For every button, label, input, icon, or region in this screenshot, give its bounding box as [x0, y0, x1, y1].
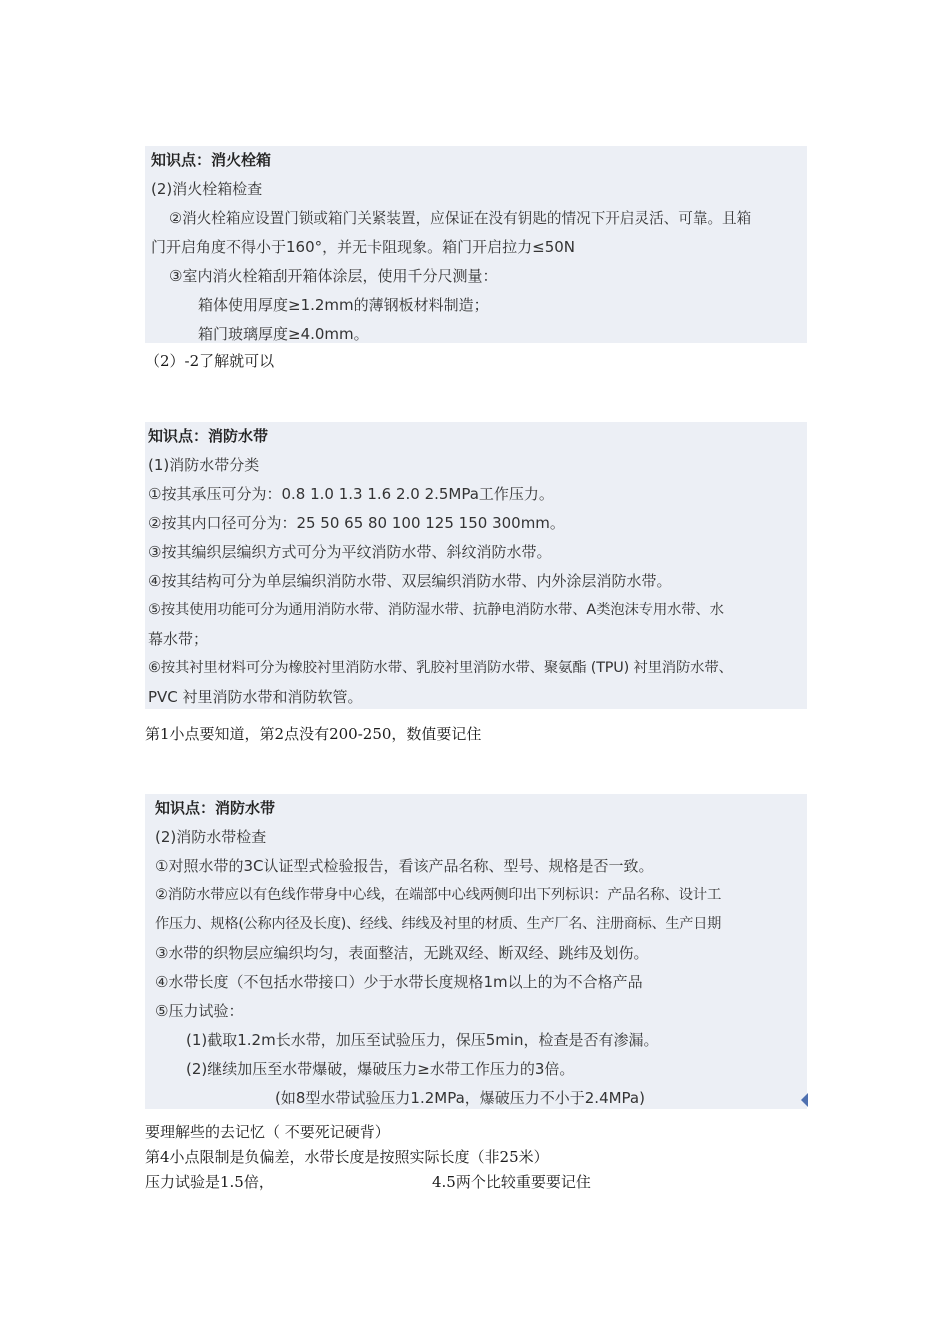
card-title: 知识点：消防水带 [148, 427, 269, 445]
card-title: 知识点：消火栓箱 [151, 151, 272, 169]
card-line: ⑤按其使用功能可分为通用消防水带、消防湿水带、抗静电消防水带、A类泡沫专用水带、水 [148, 602, 724, 618]
card-line: ③室内消火栓箱刮开箱体涂层，使用千分尺测量： [169, 267, 498, 285]
card-line: 箱门玻璃厚度≥4.0mm。 [198, 325, 369, 343]
card-line: (如8型水带试验压力1.2MPa，爆破压力不小于2.4MPa) [275, 1089, 645, 1107]
card-line: ①对照水带的3C认证型式检验报告，看该产品名称、型号、规格是否一致。 [155, 857, 654, 875]
card-line: ⑤压力试验： [155, 1002, 244, 1020]
card-line: 作压力、规格(公称内径及长度)、经线、纬线及衬里的材质、生产厂名、注册商标、生产日期 [155, 916, 721, 932]
card-line: ⑥按其衬里材料可分为橡胶衬里消防水带、乳胶衬里消防水带、聚氨酯 (TPU) 衬里消防水带、 [148, 660, 733, 676]
note-text: 要理解些的去记忆（ 不要死记硬背） [145, 1123, 390, 1141]
card-line: (2)消防水带检查 [155, 828, 267, 846]
knowledge-card-hose-classification [145, 422, 807, 709]
card-line: (2)消火栓箱检查 [151, 180, 263, 198]
knowledge-card-hydrant-box [145, 146, 807, 343]
note-text: 压力试验是1.5倍， [145, 1173, 274, 1191]
card-line: ②按其内口径可分为：25 50 65 80 100 125 150 300mm。 [148, 514, 565, 532]
card-line: (2)继续加压至水带爆破，爆破压力≥水带工作压力的3倍。 [186, 1060, 575, 1078]
card-line: 幕水带； [148, 630, 209, 648]
card-line: ④按其结构可分为单层编织消防水带、双层编织消防水带、内外涂层消防水带。 [148, 572, 672, 590]
note-text: 第4小点限制是负偏差，水带长度是按照实际长度（非25米） [145, 1148, 549, 1166]
card-line: ②消火栓箱应设置门锁或箱门关紧装置，应保证在没有钥匙的情况下开启灵活、可靠。且箱 [169, 210, 752, 227]
card-line: 箱体使用厚度≥1.2mm的薄钢板材料制造； [198, 296, 489, 314]
note-text: 第1小点要知道，第2点没有200-250，数值要记住 [145, 725, 482, 743]
card-line: ④水带长度（不包括水带接口）少于水带长度规格1m以上的为不合格产品 [155, 973, 643, 991]
card-line: ②消防水带应以有色线作带身中心线，在端部中心线两侧印出下列标识：产品名称、设计工 [155, 887, 722, 903]
knowledge-card-hose-inspection [145, 794, 807, 1109]
card-line: PVC 衬里消防水带和消防软管。 [148, 688, 363, 706]
card-line: (1)消防水带分类 [148, 456, 260, 474]
note-text: 4.5两个比较重要要记住 [432, 1173, 591, 1191]
card-line: ③水带的织物层应编织均匀，表面整洁，无跳双经、断双经、跳纬及划伤。 [155, 944, 649, 962]
card-line: ③按其编织层编织方式可分为平纹消防水带、斜纹消防水带。 [148, 543, 552, 561]
triangle-marker-icon [801, 1093, 808, 1107]
card-line: (1)截取1.2m长水带，加压至试验压力，保压5min，检查是否有渗漏。 [186, 1031, 659, 1049]
card-line: 门开启角度不得小于160°，并无卡阻现象。箱门开启拉力≤50N [151, 238, 576, 256]
card-line: ①按其承压可分为：0.8 1.0 1.3 1.6 2.0 2.5MPa工作压力。 [148, 485, 554, 503]
card-title: 知识点：消防水带 [155, 799, 276, 817]
note-text: （2）-2了解就可以 [145, 352, 275, 370]
